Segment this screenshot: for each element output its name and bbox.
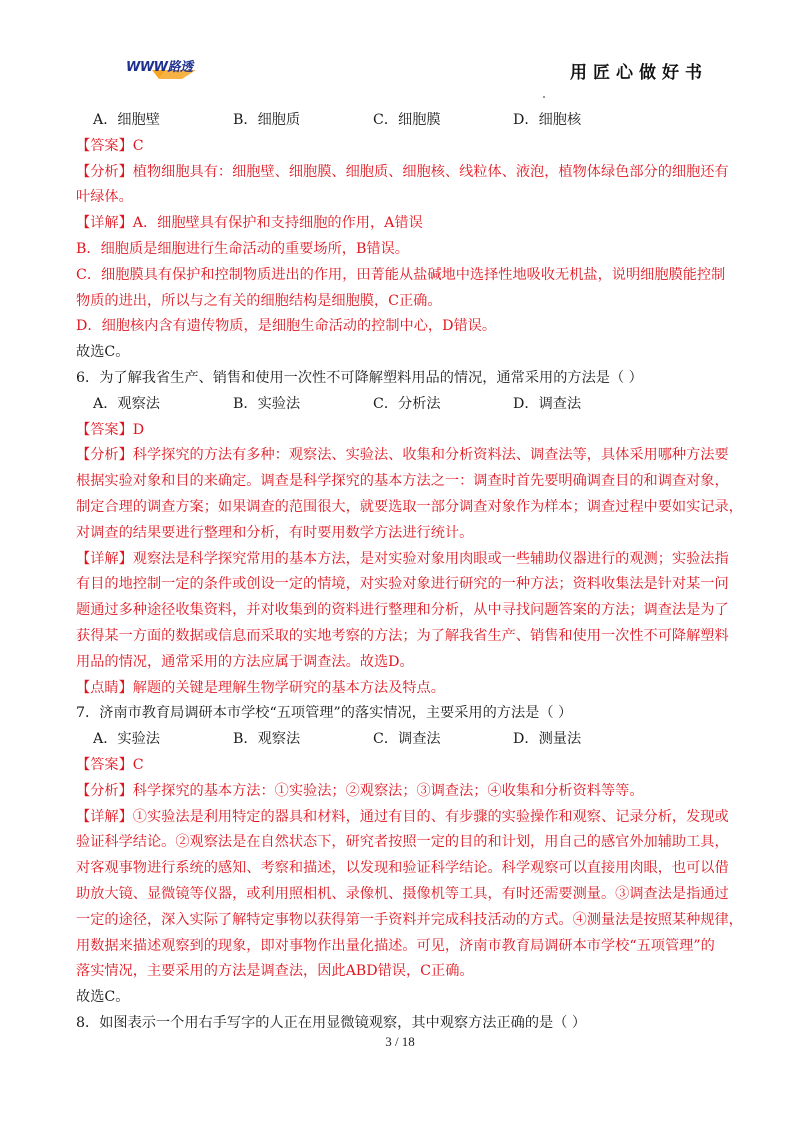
solution-line: 【详解】①实验法是利用特定的器具和材料，通过有目的、有步骤的实验操作和观察、记录分析，发现或 (76, 808, 729, 825)
question-line: 7．济南市教育局调研本市学校“五项管理”的落实情况，主要采用的方法是（ ） (76, 705, 573, 722)
question-line: 故选C。 (76, 989, 130, 1006)
solution-line: B．细胞质是细胞进行生命活动的重要场所，B错误。 (76, 240, 409, 257)
solution-line: 对调查的结果要进行整理和分析，有时要用数学方法进行统计。 (76, 524, 474, 541)
solution-line: 用品的情况，通常采用的方法应属于调查法。故选D。 (76, 653, 414, 670)
option-item: B．细胞质 (233, 112, 301, 128)
solution-line: 【点睛】解题的关键是理解生物学研究的基本方法及特点。 (76, 679, 445, 696)
option-item: A．观察法 (93, 395, 160, 412)
answer-options (76, 392, 726, 418)
option-item: C．调查法 (373, 731, 441, 748)
header-mark (543, 96, 545, 98)
page-number: 3 / 18 (385, 1034, 415, 1049)
question-line: 6．为了解我省生产、销售和使用一次性不可降解塑料用品的情况，通常采用的方法是（ ） (76, 369, 643, 386)
solution-line: D．细胞核内含有遗传物质，是细胞生命活动的控制中心，D错误。 (76, 318, 497, 335)
option-item: A．细胞壁 (93, 112, 160, 128)
solution-line: 物质的进出，所以与之有关的细胞结构是细胞膜，C正确。 (76, 292, 442, 309)
solution-line: 叶绿体。 (76, 189, 133, 206)
solution-line: 题通过多种途径收集资料，并对收集到的资料进行整理和分析，从中寻找问题答案的方法；调查法是为了 (76, 602, 729, 619)
solution-line: 获得某一方面的数据或信息而采取的实地考察的方法；为了解我省生产、销售和使用一次性不可降解塑料 (76, 627, 729, 644)
option-item: A．实验法 (93, 731, 160, 748)
solution-line: 有目的地控制一定的条件或创设一定的情境，对实验对象进行研究的一种方法；资料收集法是针对某一问 (76, 576, 729, 593)
solution-line: 根据实验对象和目的来确定。调查是科学探究的基本方法之一：调查时首先要明确调查目的和调查对象， (76, 473, 729, 490)
option-item: D．测量法 (513, 731, 582, 748)
header-motto: 用匠心做好书 (570, 63, 708, 83)
logo-text: WWW路透 (126, 60, 193, 75)
option-item: C．细胞膜 (373, 112, 441, 128)
solution-line: 落实情况，主要采用的方法是调查法，因此ABD错误，C正确。 (76, 963, 474, 980)
solution-line: 助放大镜、显微镜等仪器，或利用照相机、录像机、摄像机等工具，有时还需要测量。③调查法是指通过 (76, 885, 729, 902)
option-item: C．分析法 (373, 395, 441, 412)
solution-line: 【答案】C (76, 137, 144, 154)
solution-line: 用数据来描述观察到的现象，即对事物作出量化描述。可见，济南市教育局调研本市学校“五项管理”的 (76, 937, 715, 954)
solution-line: 【答案】C (76, 756, 144, 773)
solution-line: 【分析】科学探究的基本方法：①实验法；②观察法；③调查法；④收集和分析资料等等。 (76, 782, 644, 799)
publisher-logo (122, 54, 196, 80)
solution-line: 验证科学结论。②观察法是在自然状态下，研究者按照一定的目的和计划，用自己的感官外加辅助工具， (76, 834, 729, 851)
answer-options (76, 108, 726, 134)
solution-line: 制定合理的调查方案；如果调查的范围很大，就要选取一部分调查对象作为样本；调查过程中要如实记录， (76, 498, 743, 515)
solution-line: 【详解】观察法是科学探究常用的基本方法，是对实验对象用肉眼或一些辅助仪器进行的观测；实验法指 (76, 550, 729, 567)
document-body (76, 108, 743, 1037)
option-item: B．实验法 (233, 395, 301, 412)
solution-line: 对客观事物进行系统的感知、考察和描述，以发现和验证科学结论。科学观察可以直接用肉眼，也可以借 (76, 860, 729, 877)
answer-options (76, 727, 726, 753)
solution-line: 【分析】植物细胞具有：细胞壁、细胞膜、细胞质、细胞核、线粒体、液泡，植物体绿色部分的细胞还有 (76, 163, 729, 180)
solution-line: C．细胞膜具有保护和控制物质进出的作用，田菁能从盐碱地中选择性地吸收无机盐，说明细胞膜能控制 (76, 266, 726, 283)
option-item: D．细胞核 (513, 112, 582, 128)
option-item: B．观察法 (233, 731, 301, 748)
question-line: 8．如图表示一个用右手写字的人正在用显微镜观察，其中观察方法正确的是（ ） (76, 1014, 587, 1031)
solution-line: 一定的途径，深入实际了解特定事物以获得第一手资料并完成科技活动的方式。④测量法是按照某种规律， (76, 911, 743, 928)
question-line: 故选C。 (76, 344, 130, 361)
option-item: D．调查法 (513, 395, 582, 412)
solution-line: 【详解】A．细胞壁具有保护和支持细胞的作用，A错误 (76, 215, 423, 232)
solution-line: 【答案】D (76, 421, 145, 438)
solution-line: 【分析】科学探究的方法有多种：观察法、实验法、收集和分析资料法、调查法等，具体采用哪种方法要 (76, 447, 729, 464)
